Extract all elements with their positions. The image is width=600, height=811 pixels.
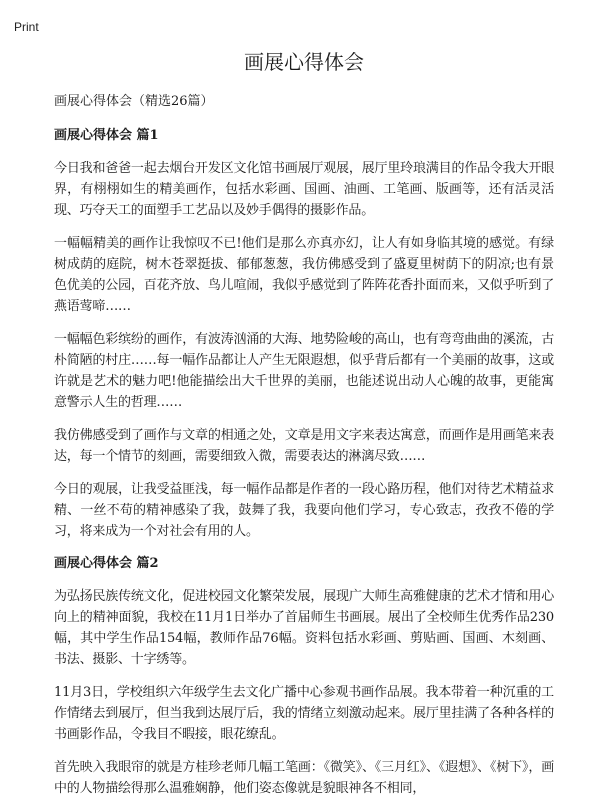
paragraph: 为弘扬民族传统文化，促进校园文化繁荣发展，展现广大师生高雅健康的艺术才情和用心向上的精神面貌，我校在11月1日举办了首届师生书画展。展出了全校师生优秀作品230幅，其中学生作品154幅，教师作品76幅。资料包括水彩画、剪贴画、国画、木刻画、书法、摄影、十字绣等。 (54, 589, 554, 667)
paragraph: 11月3日，学校组织六年级学生去文化广播中心参观书画作品展。我本带着一种沉重的工作情绪去到展厅，但当我到达展厅后，我的情绪立刻激动起来。展厅里挂满了各种各样的书画影作品，令我目不暇接，眼花缭乱。 (54, 685, 554, 742)
paragraph: 今日我和爸爸一起去烟台开发区文化馆书画展厅观展，展厅里玲琅满目的作品令我大开眼界，有栩栩如生的精美画作，包括水彩画、国画、油画、工笔画、版画等，还有活灵活现、巧夺天工的面塑手工艺品以及妙手偶得的摄影作品。 (54, 161, 554, 218)
paragraph: 我仿佛感受到了画作与文章的相通之处，文章是用文字来表达寓意，而画作是用画笔来表达，每一个情节的刻画，需要细致入微，需要表达的淋漓尽致…… (54, 428, 554, 464)
section-heading: 画展心得体会 篇2 (54, 556, 159, 571)
print-link[interactable]: Print (14, 20, 39, 34)
paragraph: 一幅幅精美的画作让我惊叹不已!他们是那么亦真亦幻，让人有如身临其境的感觉。有绿树成荫的庭院，树木苍翠挺拔、郁郁葱葱，我仿佛感受到了盛夏里树荫下的阴凉;也有景色优美的公园，百花齐放、鸟儿喧闹，我似乎感觉到了阵阵花香扑面而来，又似乎听到了燕语莺啼…… (54, 236, 554, 314)
paragraph: 今日的观展，让我受益匪浅，每一幅作品都是作者的一段心路历程，他们对待艺术精益求精、一丝不苟的精神感染了我，鼓舞了我，我要向他们学习，专心致志，孜孜不倦的学习，将来成为一个对社会有用的人。 (54, 482, 554, 539)
document-subtitle: 画展心得体会（精选26篇） (54, 94, 214, 109)
section-heading: 画展心得体会 篇1 (54, 128, 159, 143)
paragraph: 一幅幅色彩缤纷的画作，有波涛汹涌的大海、地势险峻的高山，也有弯弯曲曲的溪流，古朴简陋的村庄……每一幅作品都让人产生无限遐想，似乎背后都有一个美丽的故事，这或许就是艺术的魅力吧!他能描绘出大千世界的美丽，也能述说出动人心魄的故事，更能寓意警示人生的哲理…… (54, 332, 554, 410)
paragraph: 首先映入我眼帘的就是方桂珍老师几幅工笔画：《微笑》、《三月红》、《遐想》、《树下》，画中的人物描绘得那么温雅娴静，他们姿态像就是貌眼神各不相同， (54, 760, 554, 796)
document-body (54, 48, 554, 811)
section-1 (54, 126, 554, 542)
page-title: 画展心得体会 (244, 50, 364, 74)
section-2 (54, 554, 554, 799)
